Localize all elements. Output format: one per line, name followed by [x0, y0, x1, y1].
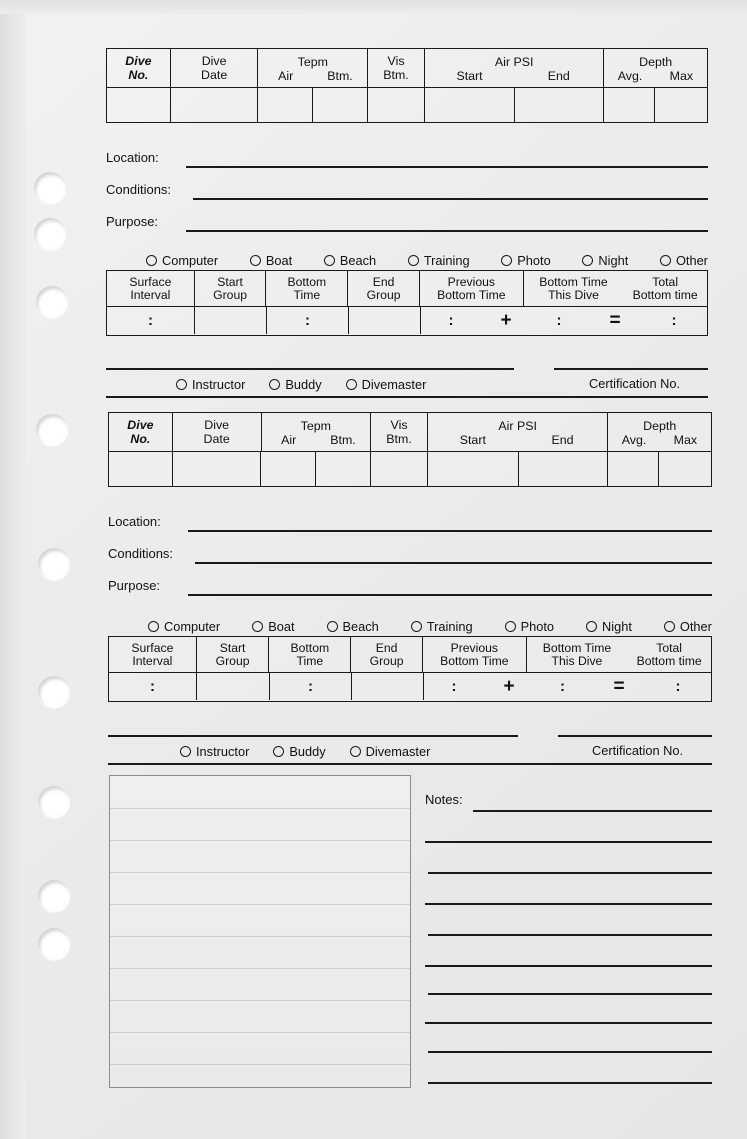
input-vis-btm[interactable]	[368, 88, 425, 122]
header-start-group: Start Group	[197, 637, 270, 672]
header-surface-interval: Surface Interval	[109, 637, 197, 672]
field-label: Location:	[108, 514, 161, 529]
field-rule-purpose-2[interactable]	[188, 594, 712, 596]
page-left-edge-shading	[0, 0, 26, 1139]
field-label: Purpose:	[108, 578, 161, 593]
option-buddy[interactable]: Buddy	[269, 377, 321, 392]
section-divider-2	[108, 763, 712, 765]
dive-type-options-1[interactable]	[146, 251, 708, 269]
value-bottom-time-this-dive[interactable]: :	[560, 678, 565, 695]
option-boat[interactable]: Boat	[252, 619, 294, 634]
header-dive-no: Dive No.	[107, 49, 171, 87]
header-end-group: End Group	[351, 637, 423, 672]
input-dive-no[interactable]	[107, 88, 171, 122]
field-rule-purpose-1[interactable]	[186, 230, 708, 232]
value-total-bottom-time[interactable]: :	[675, 678, 681, 695]
dive-type-options-2[interactable]	[148, 617, 712, 635]
value-end-group[interactable]	[349, 307, 421, 334]
input-temp-air[interactable]	[261, 452, 316, 486]
header-vis-btm: Vis Btm.	[368, 49, 425, 87]
input-depth-avg[interactable]	[604, 88, 655, 122]
radio-circle-icon[interactable]	[505, 621, 516, 632]
field-rule-location-2[interactable]	[188, 530, 712, 532]
value-total-bottom-time[interactable]: :	[671, 312, 677, 329]
notes-line[interactable]	[425, 841, 712, 843]
notes-line[interactable]	[473, 810, 712, 812]
header-end-group: End Group	[348, 271, 420, 306]
notes-line[interactable]	[425, 1022, 712, 1024]
header-previous-bottom-time: Previous Bottom Time	[420, 271, 524, 306]
notes-line[interactable]	[428, 1082, 712, 1084]
certification-rule-1[interactable]	[554, 368, 708, 370]
radio-circle-icon[interactable]	[664, 621, 675, 632]
input-air-psi-end[interactable]	[515, 88, 605, 122]
value-bottom-time[interactable]: :	[267, 307, 349, 334]
binder-hole	[34, 218, 66, 250]
option-instructor[interactable]: Instructor	[180, 744, 249, 759]
notes-line[interactable]	[428, 934, 712, 936]
credential-options-1[interactable]	[176, 375, 426, 393]
buddy-signature-rule-1[interactable]	[106, 368, 514, 370]
option-buddy[interactable]: Buddy	[273, 744, 325, 759]
surface-interval-table-2[interactable]	[108, 636, 712, 702]
surface-interval-table-1[interactable]	[106, 270, 708, 336]
notes-line[interactable]	[425, 965, 712, 967]
value-surface-interval[interactable]: :	[109, 673, 197, 700]
radio-circle-icon[interactable]	[501, 255, 512, 266]
radio-circle-icon[interactable]	[269, 379, 280, 390]
header-bottom-time-this-dive: Bottom Time This Dive	[539, 274, 608, 302]
option-training[interactable]: Training	[408, 253, 470, 268]
notes-line[interactable]	[428, 1051, 712, 1053]
value-end-group[interactable]	[352, 673, 424, 700]
option-beach[interactable]: Beach	[324, 253, 376, 268]
option-computer[interactable]: Computer	[148, 619, 220, 634]
header-dive-date: Dive Date	[173, 413, 262, 451]
plus-operator: +	[500, 309, 512, 331]
header-bottom-time-this-dive: Bottom Time This Dive	[542, 640, 612, 668]
radio-circle-icon[interactable]	[148, 621, 159, 632]
option-instructor[interactable]: Instructor	[176, 377, 245, 392]
option-boat[interactable]: Boat	[250, 253, 292, 268]
binder-hole	[38, 676, 70, 708]
header-bottom-time: Bottom Time	[266, 271, 348, 306]
header-air-psi: Air PSI Start End	[428, 413, 608, 451]
header-total-bottom-time: Total Bottom time	[636, 640, 702, 668]
field-rule-conditions-1[interactable]	[193, 198, 708, 200]
input-air-psi-end[interactable]	[519, 452, 609, 486]
option-other[interactable]: Other	[660, 253, 708, 268]
header-bottom-time: Bottom Time	[269, 637, 351, 672]
option-training[interactable]: Training	[411, 619, 473, 634]
radio-circle-icon[interactable]	[350, 746, 361, 757]
header-start-group: Start Group	[195, 271, 267, 306]
option-beach[interactable]: Beach	[327, 619, 379, 634]
certification-rule-2[interactable]	[558, 735, 712, 737]
equals-operator: =	[613, 675, 625, 697]
certification-no-label-2: Certification No.	[592, 743, 684, 758]
header-temp: Tepm Air Btm.	[258, 49, 368, 87]
binder-hole	[38, 928, 70, 960]
binder-hole	[38, 548, 70, 580]
field-rule-location-1[interactable]	[186, 166, 708, 168]
certification-no-label-1: Certification No.	[589, 376, 681, 391]
value-start-group[interactable]	[195, 307, 267, 334]
radio-circle-icon[interactable]	[176, 379, 187, 390]
radio-circle-icon[interactable]	[411, 621, 422, 632]
credential-options-2[interactable]	[180, 742, 430, 760]
header-surface-interval: Surface Interval	[107, 271, 195, 306]
dive-info-table-2[interactable]	[108, 412, 712, 487]
option-night[interactable]: Night	[586, 619, 632, 634]
header-dive-date: Dive Date	[171, 49, 259, 87]
input-temp-air[interactable]	[258, 88, 313, 122]
notes-label: Notes:	[425, 792, 463, 807]
value-bottom-time[interactable]: :	[270, 673, 352, 700]
radio-circle-icon[interactable]	[346, 379, 357, 390]
header-temp: Tepm Air Btm.	[262, 413, 372, 451]
binder-hole	[38, 786, 70, 818]
option-photo[interactable]: Photo	[501, 253, 550, 268]
radio-circle-icon[interactable]	[324, 255, 335, 266]
radio-circle-icon[interactable]	[250, 255, 261, 266]
radio-circle-icon[interactable]	[408, 255, 419, 266]
notes-line[interactable]	[425, 903, 712, 905]
binder-hole	[36, 414, 68, 446]
notes-line[interactable]	[428, 872, 712, 874]
value-start-group[interactable]	[197, 673, 270, 700]
input-air-psi-start[interactable]	[428, 452, 519, 486]
buddy-signature-rule-2[interactable]	[108, 735, 518, 737]
header-total-bottom-time: Total Bottom time	[632, 274, 698, 302]
option-other[interactable]: Other	[664, 619, 712, 634]
page-top-edge-shading	[0, 0, 747, 14]
option-night[interactable]: Night	[582, 253, 628, 268]
header-previous-bottom-time: Previous Bottom Time	[423, 637, 527, 672]
input-dive-date[interactable]	[171, 88, 259, 122]
radio-circle-icon[interactable]	[586, 621, 597, 632]
field-label: Conditions:	[106, 182, 172, 197]
input-temp-btm[interactable]	[316, 452, 371, 486]
section-divider-1	[106, 396, 708, 398]
binder-hole	[34, 172, 66, 204]
binder-hole	[36, 286, 68, 318]
value-previous-bottom-time[interactable]: :	[448, 312, 454, 329]
binder-hole	[38, 880, 70, 912]
plus-operator: +	[503, 675, 515, 697]
input-vis-btm[interactable]	[371, 452, 428, 486]
radio-circle-icon[interactable]	[273, 746, 284, 757]
dive-profile-sketch-area[interactable]	[109, 775, 411, 1088]
equals-operator: =	[609, 309, 621, 331]
option-divemaster[interactable]: Divemaster	[346, 377, 427, 392]
input-depth-avg[interactable]	[608, 452, 659, 486]
header-dive-no: Dive No.	[109, 413, 173, 451]
field-label: Location:	[106, 150, 159, 165]
value-previous-bottom-time[interactable]: :	[451, 678, 457, 695]
option-computer[interactable]: Computer	[146, 253, 218, 268]
field-label: Purpose:	[106, 214, 159, 229]
header-air-psi: Air PSI Start End	[425, 49, 604, 87]
input-depth-max[interactable]	[659, 452, 711, 486]
input-temp-btm[interactable]	[313, 88, 368, 122]
radio-circle-icon[interactable]	[660, 255, 671, 266]
input-dive-date[interactable]	[173, 452, 262, 486]
radio-circle-icon[interactable]	[327, 621, 338, 632]
option-photo[interactable]: Photo	[505, 619, 554, 634]
input-depth-max[interactable]	[655, 88, 707, 122]
dive-info-table-1[interactable]	[106, 48, 708, 123]
header-depth: Depth Avg. Max	[621, 419, 698, 447]
value-bottom-time-this-dive[interactable]: :	[556, 312, 562, 329]
radio-circle-icon[interactable]	[146, 255, 157, 266]
radio-circle-icon[interactable]	[252, 621, 263, 632]
field-rule-conditions-2[interactable]	[195, 562, 712, 564]
option-divemaster[interactable]: Divemaster	[350, 744, 431, 759]
radio-circle-icon[interactable]	[582, 255, 593, 266]
header-depth: Depth Avg. Max	[617, 55, 694, 83]
input-air-psi-start[interactable]	[425, 88, 515, 122]
input-dive-no[interactable]	[109, 452, 173, 486]
value-surface-interval[interactable]: :	[107, 307, 195, 334]
header-vis-btm: Vis Btm.	[371, 413, 428, 451]
field-label: Conditions:	[108, 546, 174, 561]
notes-line[interactable]	[428, 993, 712, 995]
radio-circle-icon[interactable]	[180, 746, 191, 757]
